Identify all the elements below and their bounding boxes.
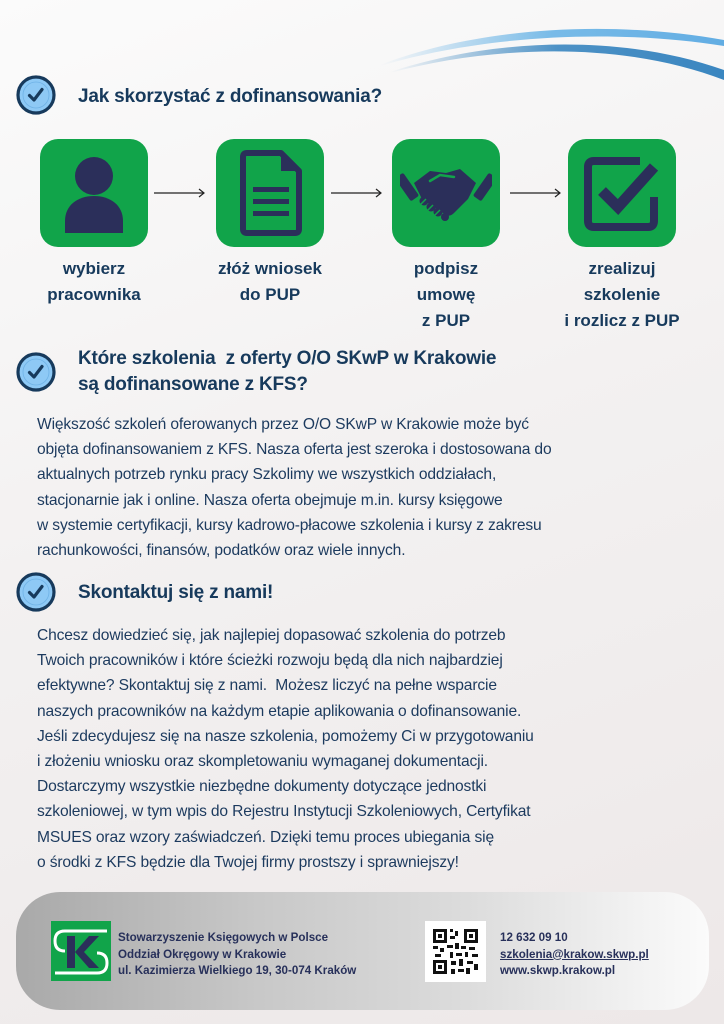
email-link[interactable]: szkolenia@krakow.skwp.pl bbox=[500, 947, 649, 961]
which-trainings-paragraph bbox=[37, 412, 707, 563]
step-label-line: zrealizuj bbox=[588, 259, 656, 278]
step-label-line: pracownika bbox=[47, 285, 141, 304]
section-title-which-trainings bbox=[78, 346, 496, 398]
step-label-line: szkolenie bbox=[583, 285, 661, 304]
organization-address: ul. Kazimierza Wielkiego 19, 30-074 Kraków bbox=[118, 964, 357, 977]
step-tile-sign-agreement bbox=[392, 139, 500, 247]
contact-paragraph bbox=[37, 623, 707, 875]
document-icon bbox=[237, 149, 303, 237]
checkbox-icon bbox=[582, 153, 662, 233]
step-label-line: do PUP bbox=[239, 285, 301, 304]
check-badge-icon bbox=[16, 352, 56, 392]
skwp-logo-icon bbox=[51, 921, 111, 981]
step-label bbox=[537, 256, 707, 334]
step-label bbox=[185, 256, 355, 308]
organization-branch: Oddział Okręgowy w Krakowie bbox=[118, 947, 287, 961]
qr-code-icon[interactable] bbox=[425, 921, 486, 982]
paragraph-line: Dostarczymy wszystkie niezbędne dokumenty dotyczące jednostki bbox=[37, 778, 487, 796]
paragraph-line: efektywne? Skontaktuj się z nami. Możesz liczyć na pełne wsparcie bbox=[37, 677, 497, 695]
step-label-line: wybierz bbox=[62, 259, 126, 278]
paragraph-line: Twoich pracowników i które ścieżki rozwoju będą dla nich najbardziej bbox=[37, 652, 503, 670]
handshake-icon bbox=[400, 161, 492, 225]
section-title-contact: Skontaktuj się z nami! bbox=[78, 582, 274, 603]
section-title-line: Które szkolenia z oferty O/O SKwP w Krakowie bbox=[78, 348, 497, 369]
paragraph-line: MSUES oraz wzory zaświadczeń. Dzięki temu proces ubiegania się bbox=[37, 828, 494, 846]
phone-number[interactable]: 12 632 09 10 bbox=[500, 931, 568, 944]
paragraph-line: objęta dofinansowaniem z KFS. Nasza oferta jest szeroka i dostosowana do bbox=[37, 441, 552, 459]
paragraph-line: rachunkowości, finansów, podatków oraz wiele innych. bbox=[37, 542, 406, 560]
paragraph-line: o środki z KFS będzie dla Twojej firmy prostszy i sprawniejszy! bbox=[37, 853, 459, 871]
paragraph-line: Chcesz dowiedzieć się, jak najlepiej dopasować szkolenia do potrzeb bbox=[37, 627, 506, 644]
paragraph-line: stacjonarnie jak i online. Nasza oferta obejmuje m.in. kursy księgowe bbox=[37, 491, 503, 509]
paragraph-line: naszych pracowników na każdym etapie aplikowania o dofinansowanie. bbox=[37, 702, 522, 720]
paragraph-line: Jeśli zdecydujesz się na nasze szkolenia, pomożemy Ci w przygotowaniu bbox=[37, 727, 534, 745]
step-label-line: umowę bbox=[416, 285, 476, 304]
decorative-swoosh bbox=[0, 0, 724, 90]
person-icon bbox=[61, 153, 127, 233]
section-title-line: są dofinansowane z KFS? bbox=[78, 374, 308, 395]
check-badge-icon bbox=[16, 572, 56, 612]
step-tile-select-employee bbox=[40, 139, 148, 247]
organization-name: Stowarzyszenie Księgowych w Polsce bbox=[118, 931, 329, 944]
website-link[interactable]: www.skwp.krakow.pl bbox=[500, 964, 616, 977]
check-badge-icon bbox=[16, 75, 56, 115]
step-label-line: złóż wniosek bbox=[218, 259, 322, 278]
paragraph-line: szkoleniowej, w tym wpis do Rejestru Instytucji Szkoleniowych, Certyfikat bbox=[37, 803, 531, 821]
paragraph-line: aktualnych potrzeb rynku pracy Szkolimy we wszystkich oddziałach, bbox=[37, 466, 497, 484]
step-label-line: i rozlicz z PUP bbox=[564, 311, 680, 330]
paragraph-line: i złożeniu wniosku oraz skompletowaniu wymaganej dokumentacji. bbox=[37, 753, 488, 771]
contact-info bbox=[500, 930, 649, 980]
step-label-line: podpisz bbox=[413, 259, 479, 278]
step-label bbox=[9, 256, 179, 308]
step-tile-submit-application bbox=[216, 139, 324, 247]
step-label-line: z PUP bbox=[421, 311, 471, 330]
arrow-right-icon bbox=[331, 187, 383, 199]
paragraph-line: w systemie certyfikacji, kursy kadrowo-płacowe szkolenia i kursy z zakresu bbox=[37, 516, 542, 534]
section-title-how-to: Jak skorzystać z dofinansowania? bbox=[78, 86, 383, 107]
paragraph-line: Większość szkoleń oferowanych przez O/O SKwP w Krakowie może być bbox=[37, 416, 529, 433]
arrow-right-icon bbox=[154, 187, 206, 199]
organization-info bbox=[118, 930, 356, 980]
arrow-right-icon bbox=[510, 187, 562, 199]
step-label bbox=[361, 256, 531, 334]
step-tile-complete-training bbox=[568, 139, 676, 247]
